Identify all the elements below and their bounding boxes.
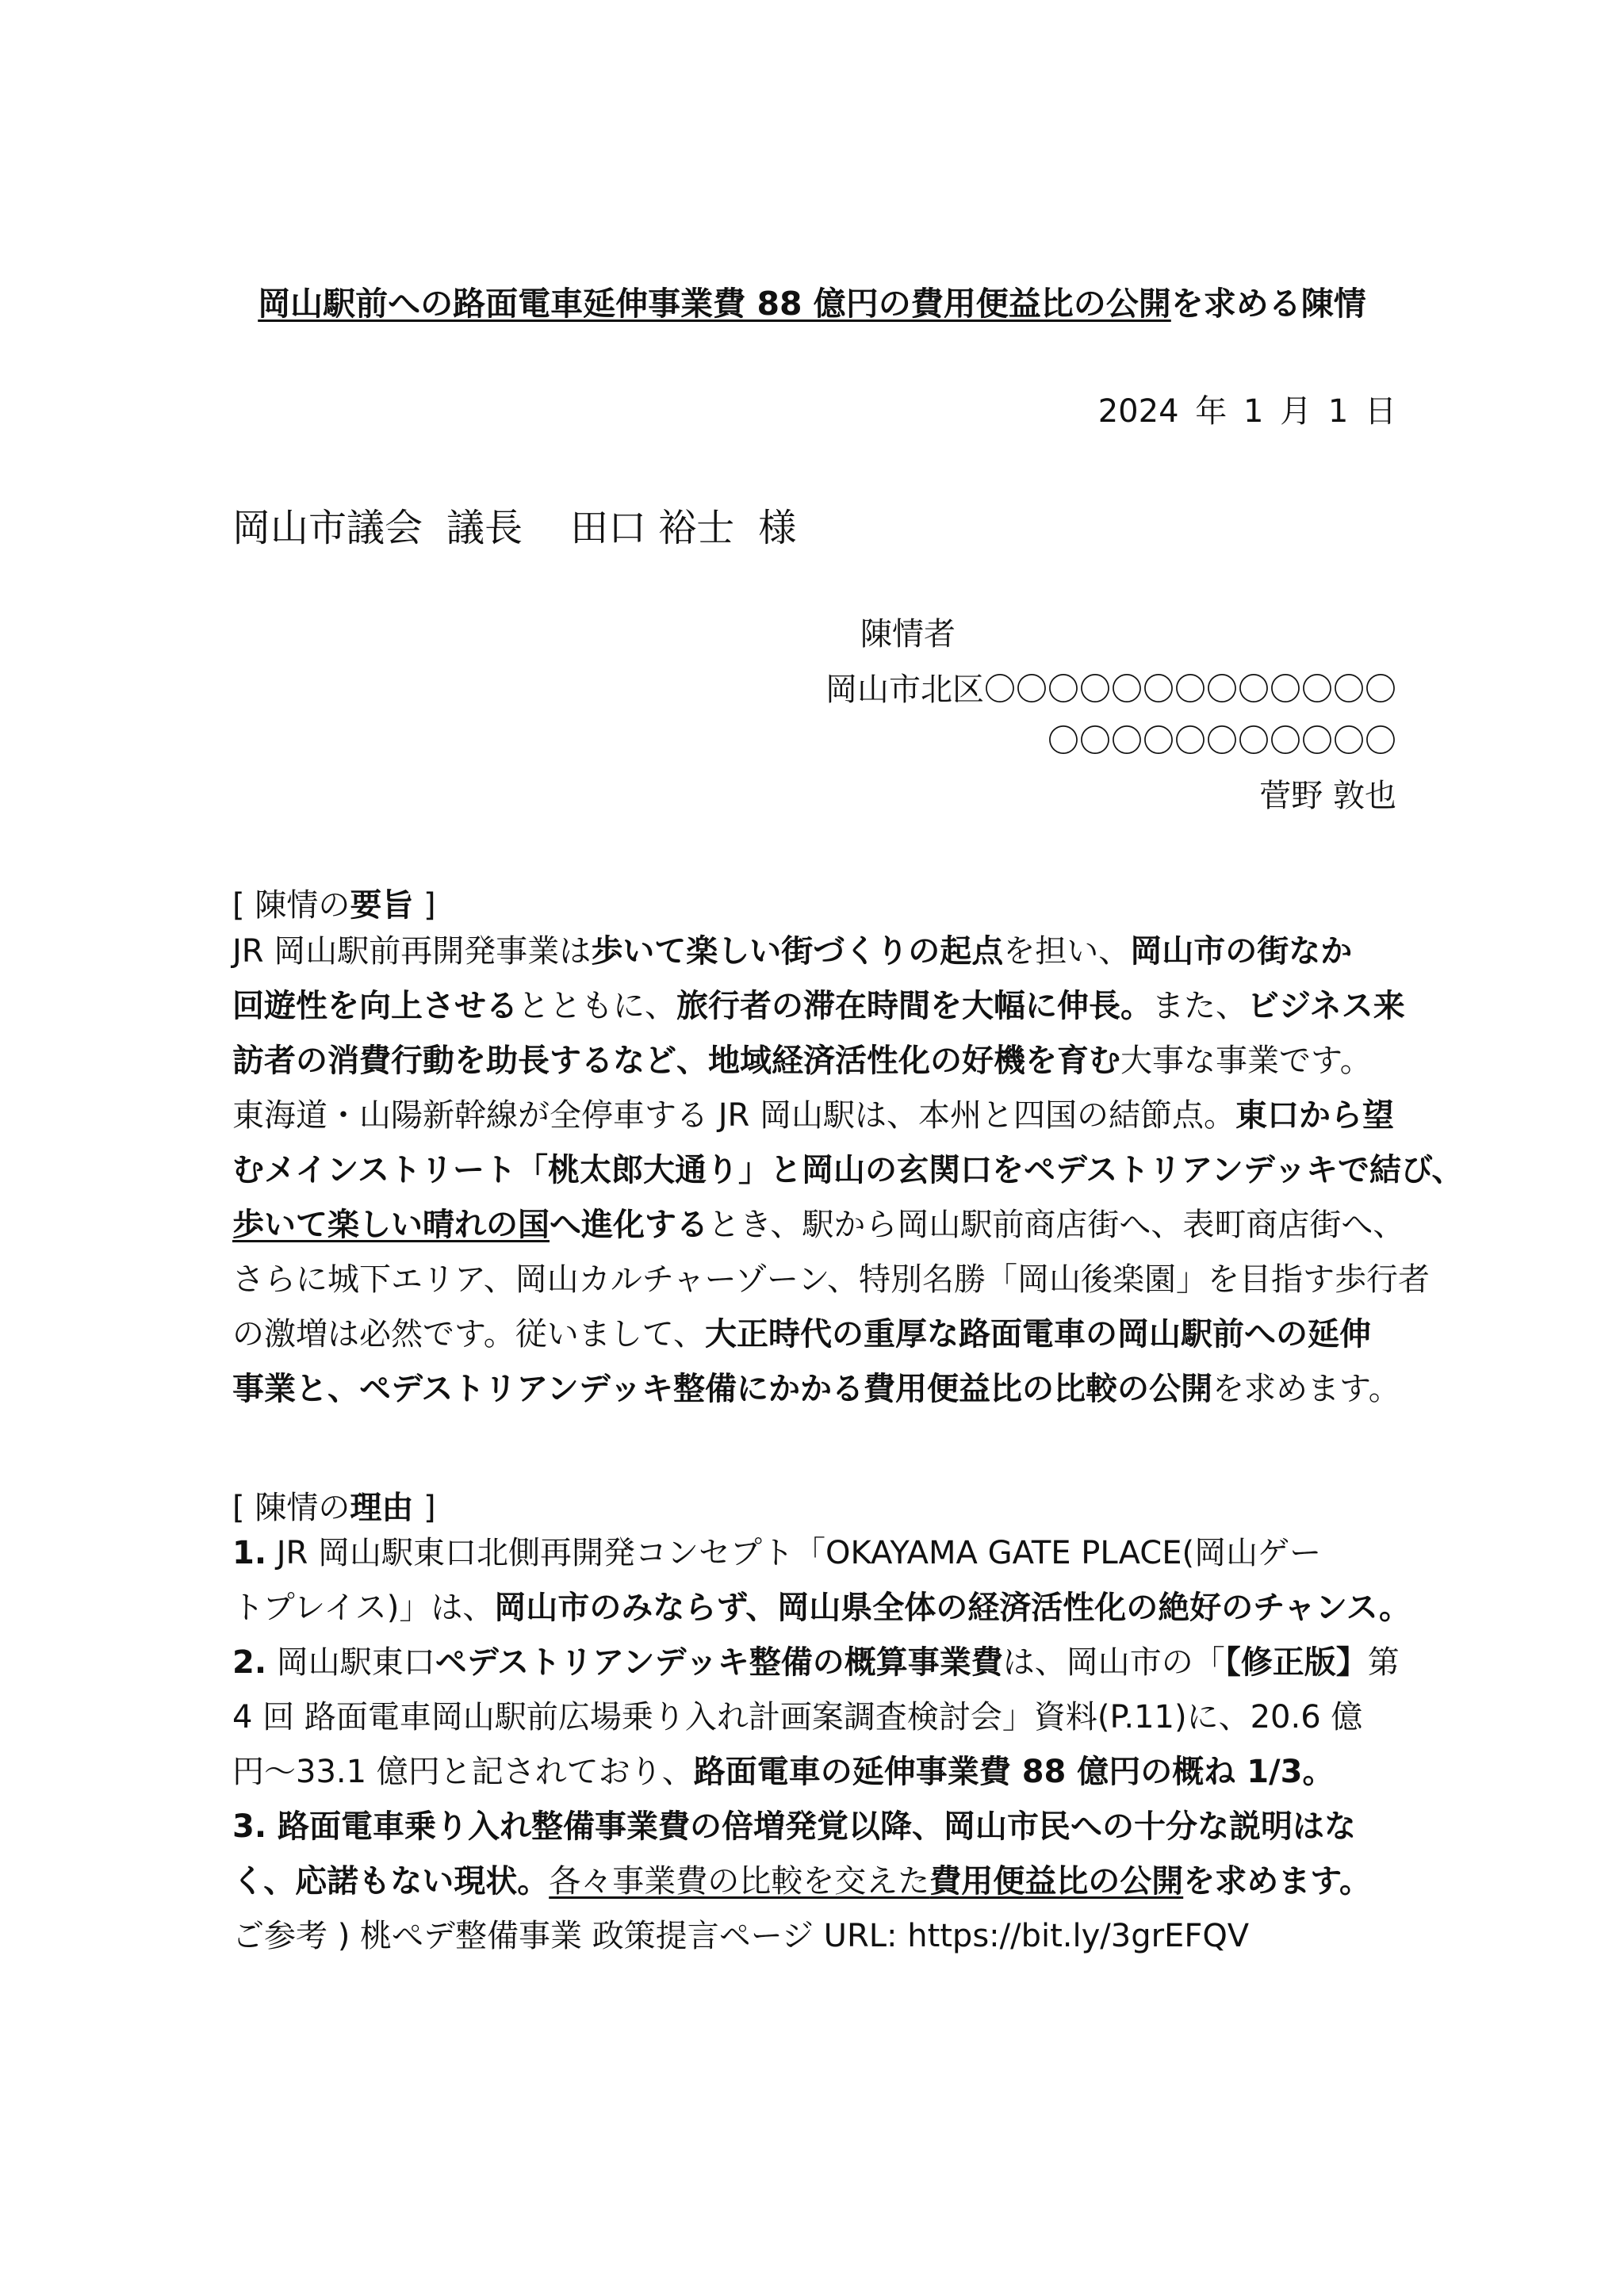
petitioner-address-line1: 岡山市北区〇〇〇〇〇〇〇〇〇〇〇〇〇: [825, 672, 1396, 708]
text-bold: 東口から望: [1235, 1097, 1395, 1134]
summary-line-7: [232, 1257, 1430, 1302]
petitioner-label: 陳情者: [860, 616, 956, 652]
summary-line-1: [232, 929, 1406, 974]
text-bold: ペデストリアンデッキ整備の概算事業費: [435, 1644, 1003, 1681]
text-bold: むメインストリート「桃太郎大通り」と岡山の玄関口をペデストリアンデッキで結び、: [232, 1152, 1464, 1188]
petitioner-name: 菅野 敦也: [1259, 778, 1396, 814]
addressee-honorific: 様: [758, 506, 797, 550]
text-bold: 3. 路面電車乗り入れ整備事業費の倍増発覚以降、岡山市民への十分な説明はな: [232, 1808, 1356, 1845]
text: 円〜33.1 億円と記されており、: [232, 1754, 694, 1790]
text: とともに、: [518, 988, 676, 1024]
reason-number: 2.: [232, 1644, 267, 1681]
text: さらに城下エリア、岡山カルチャーゾーン、特別名勝「岡山後楽園」を目指す歩行者: [232, 1261, 1430, 1298]
text-bold: 歩いて楽しい街づくりの起点: [591, 933, 1004, 970]
addressee-council: 岡山市議会: [232, 506, 423, 550]
text: とき、駅から岡山駅前商店街へ、表町商店街へ、: [708, 1207, 1405, 1243]
text-bold: 【修正版】: [1224, 1644, 1368, 1681]
addressee-role: 議長: [446, 506, 523, 550]
text-underlined: 各々事業費の比較を交えた: [549, 1863, 930, 1900]
summary-line-5: [232, 1148, 1464, 1192]
text-bold: ビジネス来: [1247, 988, 1405, 1024]
title-underlined: 岡山駅前への路面電車延伸事業費 88 億円の費用便益比の公開: [258, 285, 1171, 323]
reasons-heading-open: [ 陳情の: [232, 1490, 350, 1526]
summary-line-6: [232, 1203, 1406, 1247]
reasons-heading-close: ]: [413, 1490, 436, 1526]
title-suffix: を求める陳情: [1170, 285, 1366, 323]
text: 岡山駅東口: [266, 1644, 435, 1681]
summary-line-9: [232, 1367, 1406, 1411]
text: 大事な事業です。: [1120, 1043, 1372, 1079]
text-bold: 回遊性を向上させる: [232, 988, 518, 1024]
text-bold: 路面電車の延伸事業費 88 億円の概ね 1/3。: [693, 1754, 1335, 1790]
text-bold: 事業と、ペデストリアンデッキ整備にかかる費用便益比の比較の公開: [232, 1371, 1212, 1407]
summary-line-2: [232, 984, 1406, 1028]
petitioner-address-line2: 〇〇〇〇〇〇〇〇〇〇〇: [1048, 723, 1396, 760]
reason-2-line-3: [232, 1750, 1406, 1794]
summary-line-3: [232, 1039, 1406, 1083]
text: 4 回 路面電車岡山駅前広場乗り入れ計画案調査検討会」資料(P.11)に、20.6 億: [232, 1699, 1363, 1735]
reasons-heading-bold: 理由: [350, 1490, 414, 1526]
reference-line: [232, 1914, 1406, 1958]
summary-line-4: [232, 1093, 1406, 1138]
text: を求めます。: [1212, 1371, 1400, 1407]
reason-3-line-2: [232, 1859, 1406, 1904]
text-bold: へ進化する: [550, 1207, 708, 1243]
reason-3-line-1: [232, 1804, 1406, 1849]
text-bold: く、応諾もない現状。: [232, 1863, 550, 1900]
text-bold: 岡山市のみならず、岡山県全体の経済活性化の絶好のチャンス。: [494, 1590, 1411, 1626]
text-bold: 岡山市の街なか: [1130, 933, 1353, 970]
summary-heading-open: [ 陳情の: [232, 887, 350, 924]
reason-1-line-1: [232, 1531, 1406, 1575]
reasons-heading: [232, 1483, 436, 1528]
summary-heading-close: ]: [413, 887, 436, 924]
text-bold-underlined: 費用便益比の公開: [929, 1863, 1184, 1900]
text: また、: [1152, 988, 1247, 1024]
text-bold: 大正時代の重厚な路面電車の岡山駅前への延伸: [705, 1316, 1371, 1353]
text-bold: 訪者の消費行動を助長するなど、地域経済活性化の好機を育む: [232, 1043, 1120, 1079]
addressee: [232, 497, 820, 552]
addressee-name: 田口 裕士: [570, 506, 735, 550]
reason-1-line-2: [232, 1586, 1411, 1630]
document-title: [0, 277, 1624, 324]
text: 東海道・山陽新幹線が全停車する JR 岡山駅は、本州と四国の結節点。: [232, 1097, 1236, 1134]
text: JR 岡山駅東口北側再開発コンセプト「OKAYAMA GATE PLACE(岡山ゲー: [266, 1535, 1322, 1571]
text: の激増は必然です。従いまして、: [232, 1316, 705, 1353]
text: 第: [1367, 1644, 1400, 1681]
reference-text: ご参考 ) 桃ぺデ整備事業 政策提言ページ URL: https://bit.ly/3grEFQV: [232, 1918, 1250, 1954]
text: JR 岡山駅前再開発事業は: [232, 933, 592, 970]
reason-number: 1.: [232, 1535, 267, 1571]
text: は、岡山市の「: [1002, 1644, 1225, 1681]
text-bold-underlined: 歩いて楽しい晴れの国: [232, 1207, 550, 1243]
text: を担い、: [1003, 933, 1131, 970]
summary-line-8: [232, 1312, 1406, 1357]
text: トプレイス)」は、: [232, 1590, 495, 1626]
document-date: 2024 年 1 月 1 日: [1097, 393, 1396, 430]
reason-2-line-2: [232, 1695, 1406, 1739]
summary-heading: [232, 880, 436, 925]
summary-heading-bold: 要旨: [350, 887, 414, 924]
text-bold: を求めます。: [1183, 1863, 1372, 1900]
reason-2-line-1: [232, 1640, 1406, 1685]
text-bold: 旅行者の滞在時間を大幅に伸長。: [676, 988, 1152, 1024]
